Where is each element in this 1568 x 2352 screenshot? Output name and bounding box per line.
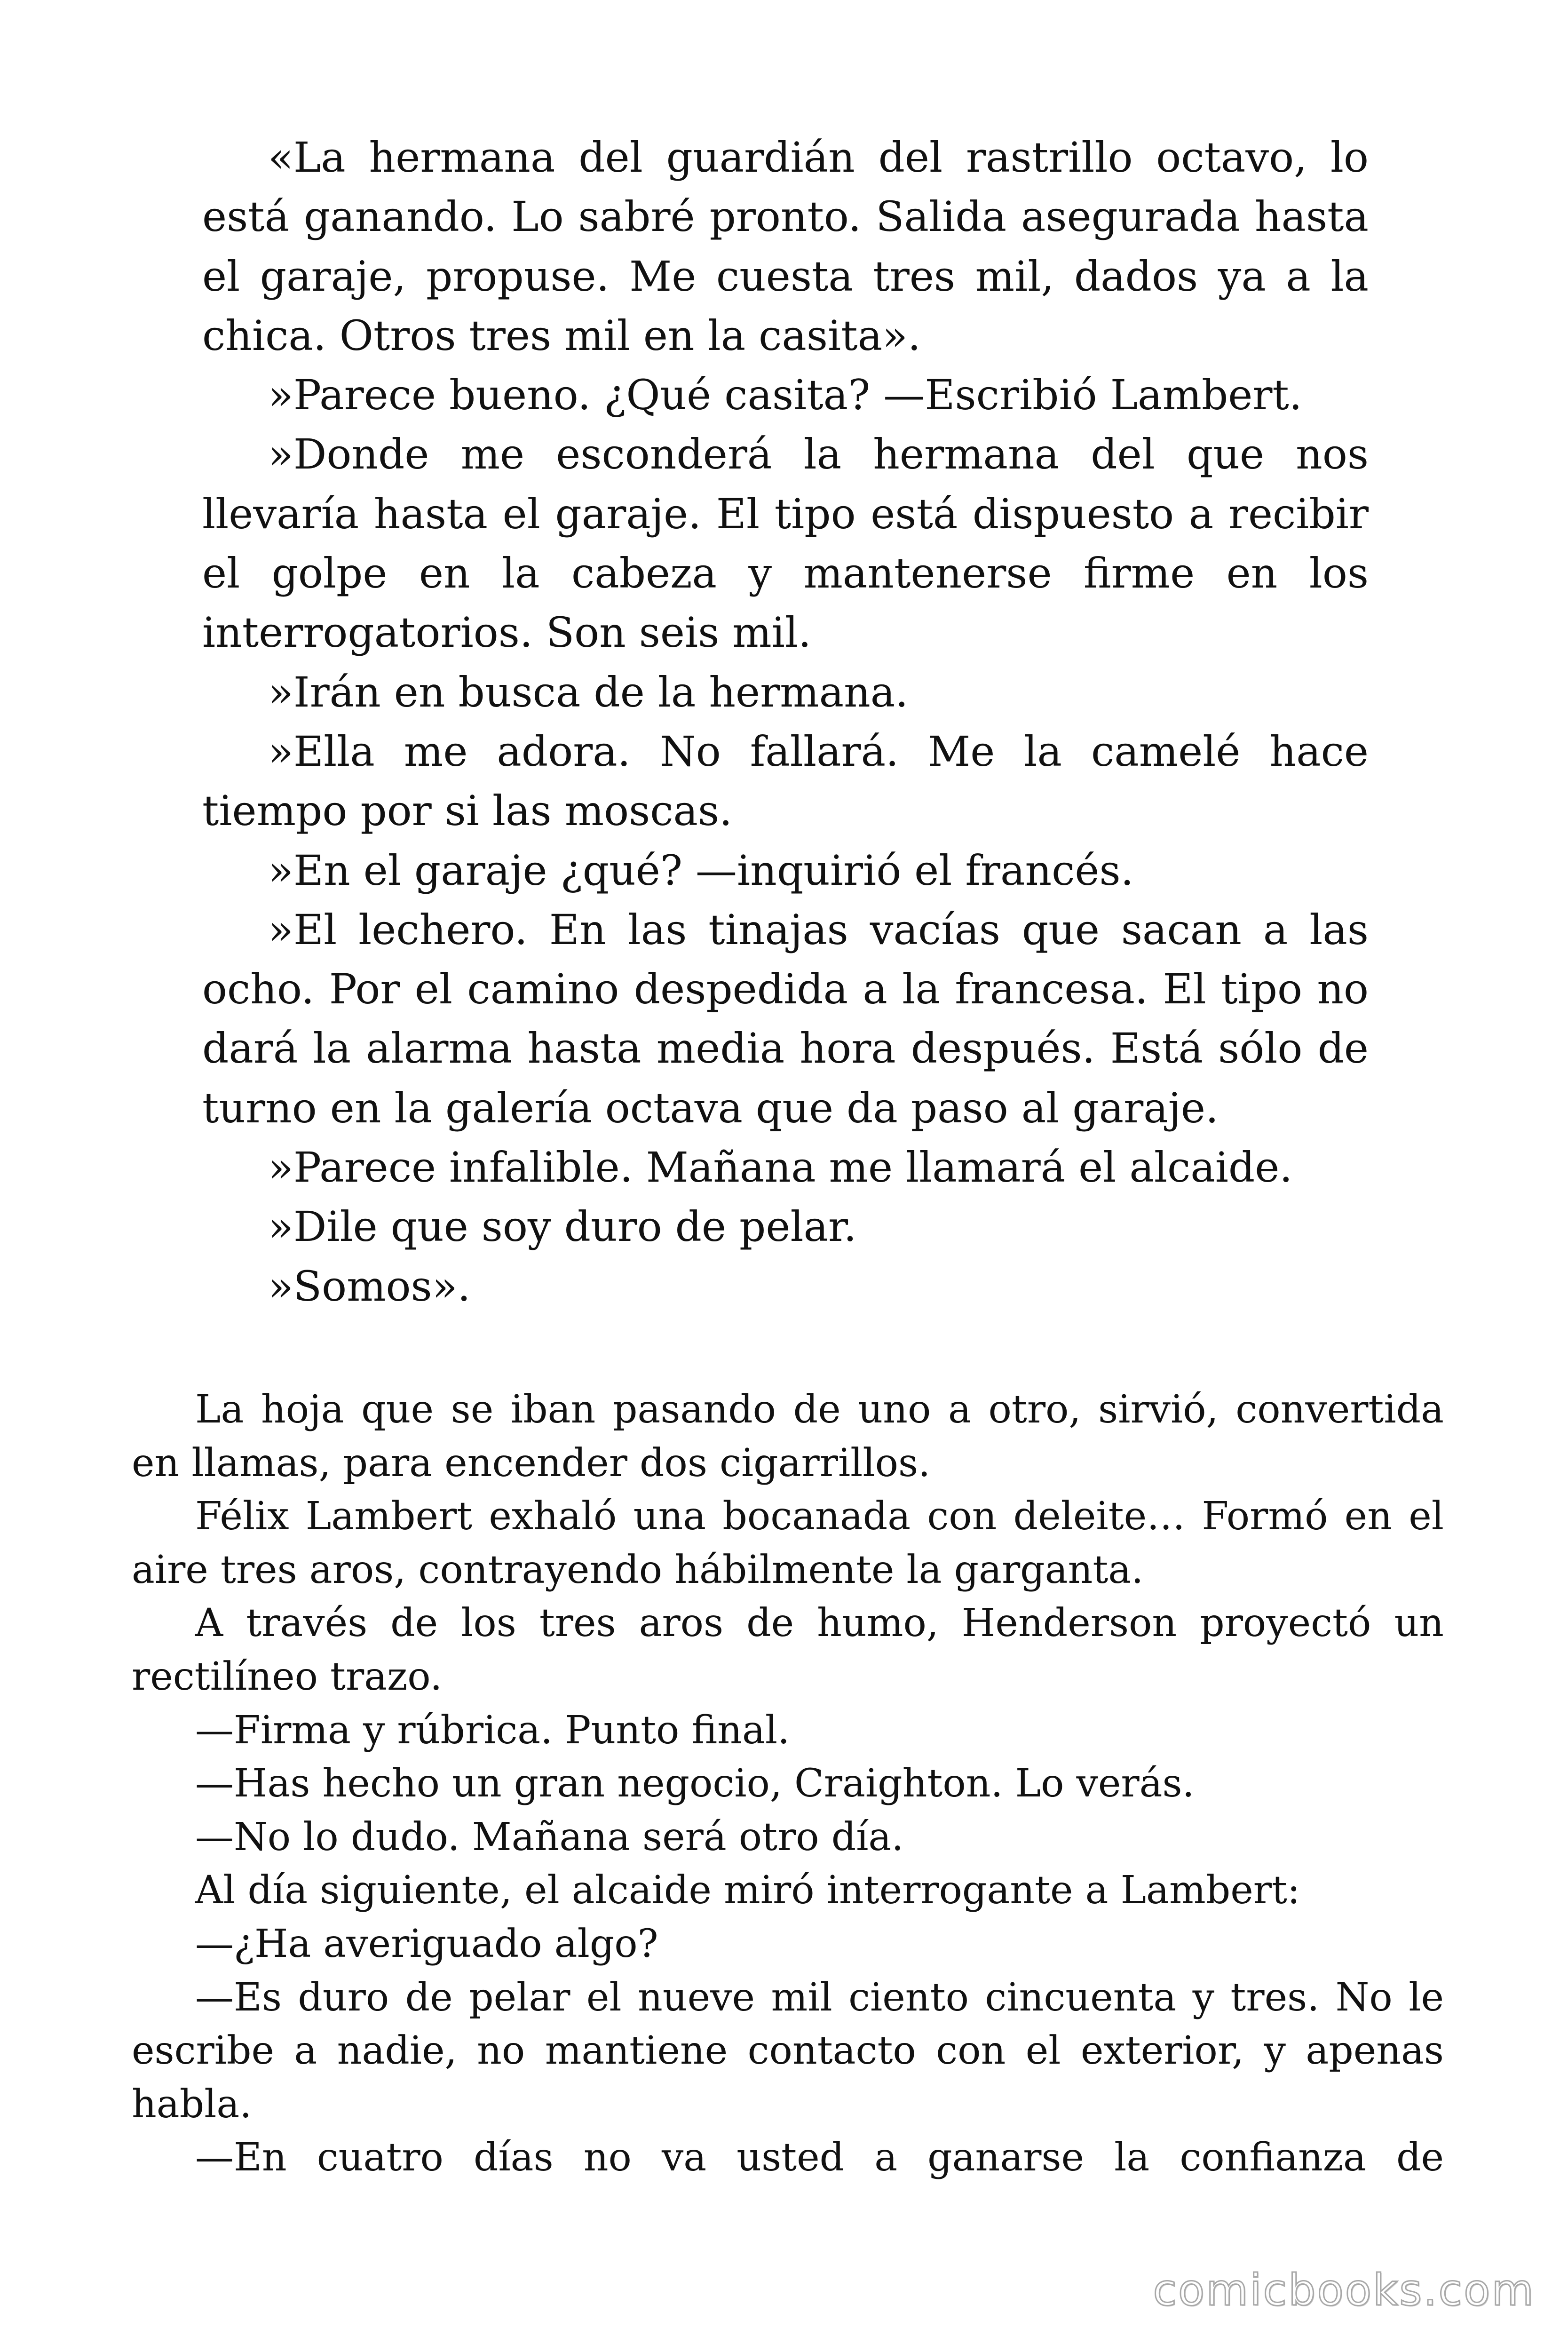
letter-paragraph: »Parece bueno. ¿Qué casita? —Escribió Lambert.: [268, 371, 1302, 420]
letter-paragraph: »Dile que soy duro de pelar.: [268, 1202, 857, 1251]
narrative-paragraph: —Es duro de pelar el nueve mil ciento cincuenta y tres. No le escribe a nadie, no mantiene contacto con el exterior, y apenas habla.: [132, 1975, 1444, 2127]
narrative-paragraph: Al día siguiente, el alcaide miró interrogante a Lambert:: [195, 1868, 1300, 1913]
narrative-paragraph: —No lo dudo. Mañana será otro día.: [195, 1814, 904, 1859]
narrative-block: [132, 1383, 1444, 2185]
letter-paragraph: »Parece infalible. Mañana me llamará el alcaide.: [268, 1143, 1293, 1192]
narrative-paragraph: —Firma y rúbrica. Punto final.: [195, 1708, 790, 1753]
letter-paragraph: »Somos».: [268, 1262, 471, 1311]
narrative-paragraph: —¿Ha averiguado algo?: [195, 1921, 658, 1966]
letter-paragraph: »El lechero. En las tinajas vacías que sacan a las ocho. Por el camino despedida a la francesa. El tipo no dará la alarma hasta media hora después. Está sólo de turno en la galería octava que da paso al garaje.: [202, 905, 1369, 1132]
letter-block: [202, 128, 1369, 1316]
narrative-paragraph: La hoja que se iban pasando de uno a otro, sirvió, convertida en llamas, para encender dos cigarrillos.: [132, 1387, 1444, 1486]
letter-paragraph: »Donde me esconderá la hermana del que nos llevaría hasta el garaje. El tipo está dispuesto a recibir el golpe en la cabeza y mantenerse firme en los interrogatorios. Son seis mil.: [202, 430, 1369, 657]
watermark: comicbooks.com: [1153, 2265, 1535, 2315]
letter-paragraph: »Ella me adora. No fallará. Me la camelé hace tiempo por si las moscas.: [202, 727, 1369, 835]
narrative-paragraph: —En cuatro días no va usted a ganarse la confianza de: [195, 2135, 1444, 2180]
narrative-paragraph: Félix Lambert exhaló una bocanada con deleite… Formó en el aire tres aros, contrayendo hábilmente la garganta.: [132, 1494, 1444, 1592]
letter-paragraph: «La hermana del guardián del rastrillo octavo, lo está ganando. Lo sabré pronto. Salida asegurada hasta el garaje, propuse. Me cuesta tres mil, dados ya a la chica. Otros tres mil en la casita».: [202, 133, 1369, 360]
narrative-paragraph: —Has hecho un gran negocio, Craighton. Lo verás.: [195, 1761, 1195, 1806]
narrative-paragraph: A través de los tres aros de humo, Henderson proyectó un rectilíneo trazo.: [132, 1601, 1444, 1699]
letter-paragraph: »Irán en busca de la hermana.: [268, 667, 909, 716]
letter-paragraph: »En el garaje ¿qué? —inquirió el francés.: [268, 846, 1134, 895]
